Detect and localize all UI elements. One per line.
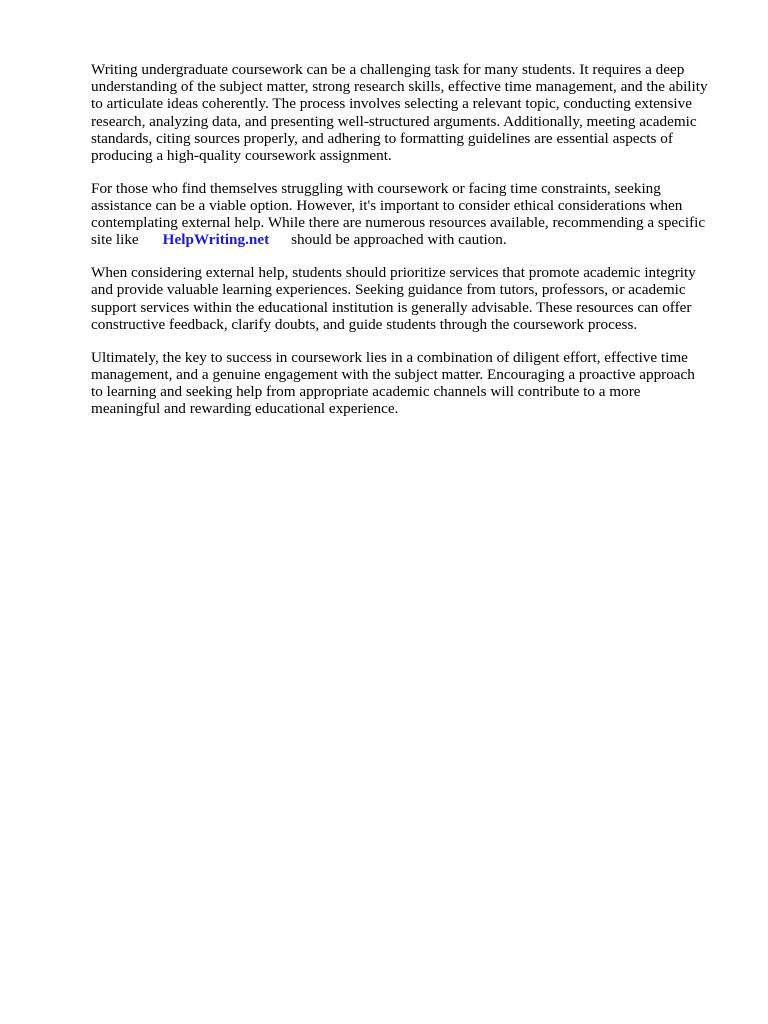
text-line: to articulate ideas coherently. The process involves selecting a relevant topic, conducting extensive: [91, 95, 692, 113]
link-prefix-text: site like: [91, 231, 139, 249]
text-line: Ultimately, the key to success in coursework lies in a combination of diligent effort, effective time: [91, 348, 688, 366]
text-line-with-link: [91, 231, 731, 248]
link-suffix-text: should be approached with caution.: [291, 231, 507, 249]
text-line: research, analyzing data, and presenting well-structured arguments. Additionally, meeting academic: [91, 112, 697, 130]
text-line: meaningful and rewarding educational experience.: [91, 400, 399, 418]
text-line: management, and a genuine engagement with the subject matter. Encouraging a proactive approach: [91, 365, 695, 383]
text-line: producing a high-quality coursework assignment.: [91, 147, 392, 165]
text-line: standards, citing sources properly, and adhering to formatting guidelines are essential aspects of: [91, 129, 673, 147]
paragraph-conclusion: [91, 349, 731, 418]
paragraph-assistance: [91, 180, 731, 249]
text-line: assistance can be a viable option. However, it's important to consider ethical considerations when: [91, 197, 683, 215]
paragraph-intro: [91, 61, 731, 164]
text-line: constructive feedback, clarify doubts, and guide students through the coursework process.: [91, 315, 638, 333]
text-line: understanding of the subject matter, strong research skills, effective time management, and the ability: [91, 78, 708, 96]
helpwriting-link[interactable]: HelpWriting.net: [162, 231, 270, 249]
text-line: For those who find themselves struggling with coursework or facing time constraints, seeking: [91, 179, 661, 197]
text-line: to learning and seeking help from appropriate academic channels will contribute to a more: [91, 383, 641, 401]
paragraph-external-help: [91, 264, 731, 333]
text-line: Writing undergraduate coursework can be a challenging task for many students. It requires a deep: [91, 61, 685, 78]
text-line: and provide valuable learning experiences. Seeking guidance from tutors, professors, or academic: [91, 281, 686, 299]
text-line: support services within the educational institution is generally advisable. These resources can offer: [91, 298, 692, 316]
text-line: contemplating external help. While there are numerous resources available, recommending a specific: [91, 214, 706, 232]
document-body: [91, 61, 731, 433]
text-line: When considering external help, students should prioritize services that promote academic integrity: [91, 264, 696, 282]
